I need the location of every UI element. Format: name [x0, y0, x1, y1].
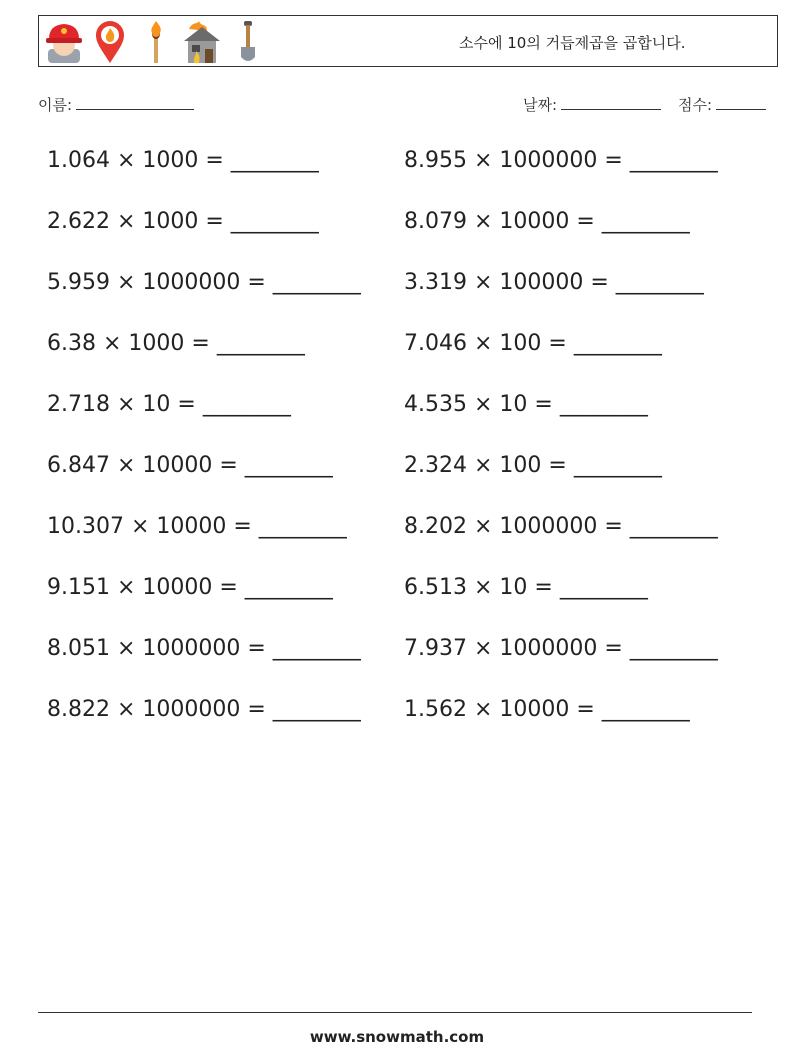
- worksheet-title: 소수에 10의 거듭제곱을 곱합니다.: [459, 34, 686, 52]
- problem-item: 2.718 × 10 = ________: [47, 392, 291, 417]
- problem-item: 8.079 × 10000 = ________: [404, 209, 690, 234]
- problem-item: 8.202 × 1000000 = ________: [404, 514, 718, 539]
- problem-item: 5.959 × 1000000 = ________: [47, 270, 361, 295]
- worksheet-header: [38, 15, 778, 67]
- problem-item: 9.151 × 10000 = ________: [47, 575, 333, 600]
- problem-item: 8.051 × 1000000 = ________: [47, 636, 361, 661]
- problem-item: 7.937 × 1000000 = ________: [404, 636, 718, 661]
- burning-house-icon: [181, 19, 223, 65]
- problem-item: 6.513 × 10 = ________: [404, 575, 648, 600]
- footer-url[interactable]: www.snowmath.com: [309, 1028, 485, 1046]
- problem-item: 1.064 × 1000 = ________: [47, 148, 319, 173]
- footer-divider: [38, 1012, 752, 1013]
- name-label: 이름:: [38, 96, 73, 114]
- problem-item: 6.847 × 10000 = ________: [47, 453, 333, 478]
- score-label: 점수:: [678, 96, 713, 114]
- score-field: [678, 94, 766, 115]
- problem-item: 10.307 × 10000 = ________: [47, 514, 347, 539]
- score-input-line[interactable]: [716, 95, 766, 110]
- fire-location-pin-icon: [89, 19, 131, 65]
- date-label: 날짜:: [523, 96, 558, 114]
- problem-item: 4.535 × 10 = ________: [404, 392, 648, 417]
- problem-item: 7.046 × 100 = ________: [404, 331, 662, 356]
- problem-item: 2.622 × 1000 = ________: [47, 209, 319, 234]
- problem-item: 1.562 × 10000 = ________: [404, 697, 690, 722]
- date-field: [523, 94, 661, 115]
- problem-item: 8.822 × 1000000 = ________: [47, 697, 361, 722]
- date-input-line[interactable]: [561, 95, 661, 110]
- shovel-icon: [227, 19, 269, 65]
- problem-item: 2.324 × 100 = ________: [404, 453, 662, 478]
- name-input-line[interactable]: [76, 95, 194, 110]
- header-icons: [43, 18, 269, 66]
- lit-match-icon: [135, 19, 177, 65]
- name-field: [38, 94, 194, 115]
- problem-item: 8.955 × 1000000 = ________: [404, 148, 718, 173]
- problem-item: 3.319 × 100000 = ________: [404, 270, 704, 295]
- firefighter-icon: [43, 19, 85, 65]
- problem-item: 6.38 × 1000 = ________: [47, 331, 305, 356]
